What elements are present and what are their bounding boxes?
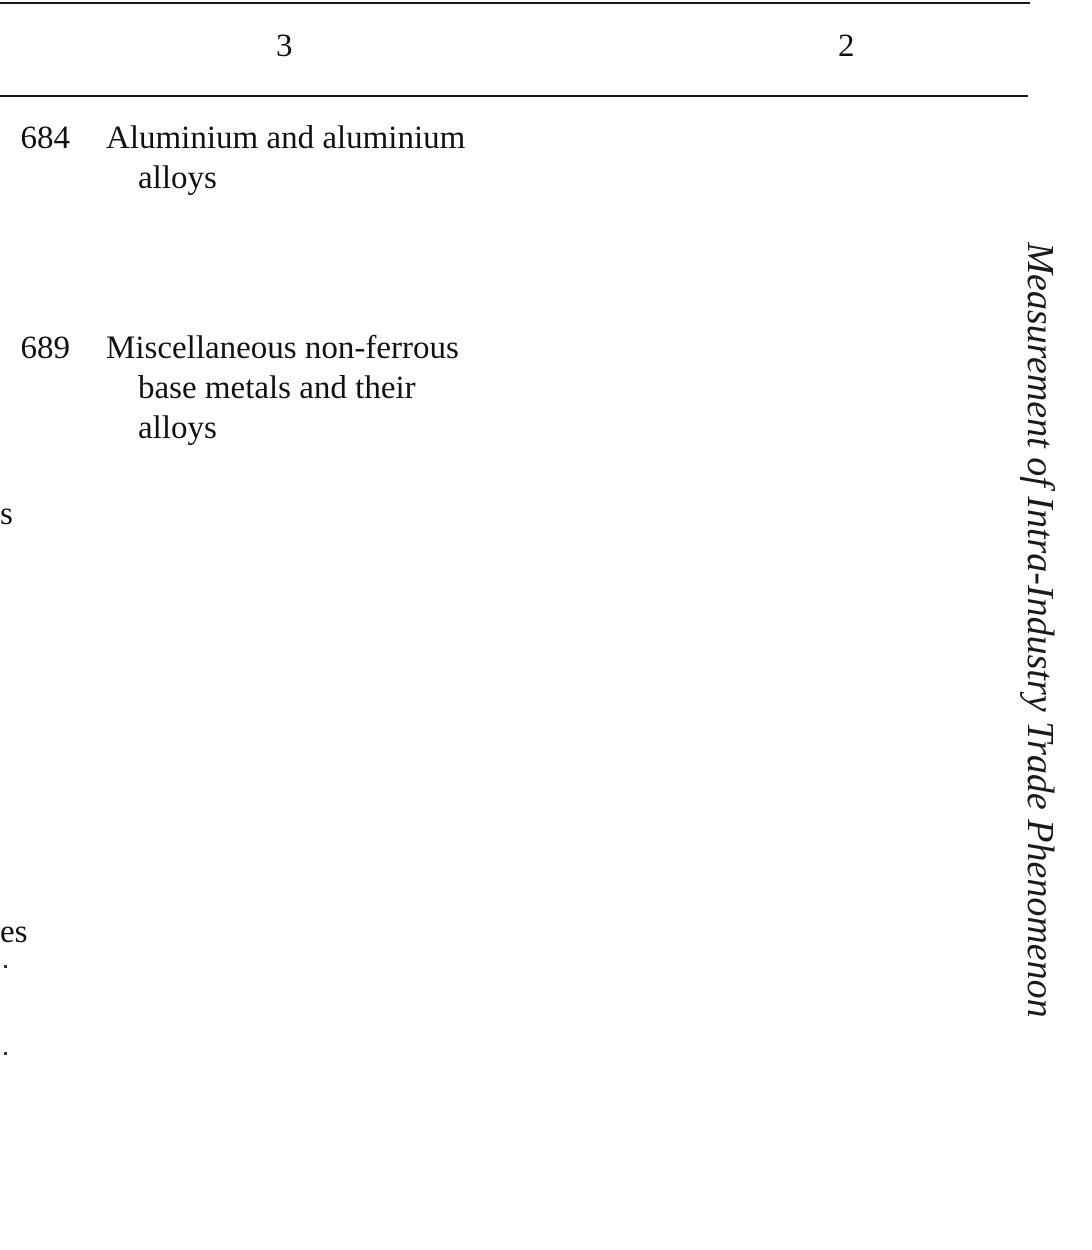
running-head: Measurement of Intra-Industry Trade Phenomenon bbox=[1019, 242, 1061, 1018]
cropped-punctuation bbox=[4, 965, 7, 968]
cropped-text-fragment: es bbox=[0, 914, 28, 950]
column-header-3: 3 bbox=[276, 28, 293, 64]
header-rule bbox=[0, 95, 1028, 97]
entry-code: 689 bbox=[20, 330, 70, 366]
entry-description: Miscellaneous non-ferrous base metals and their alloys bbox=[106, 330, 459, 446]
entry-code: 684 bbox=[20, 120, 70, 156]
entry-description: Aluminium and aluminium alloys bbox=[106, 120, 466, 196]
cropped-text-fragment: s bbox=[0, 496, 13, 532]
top-rule bbox=[0, 2, 1030, 4]
cropped-punctuation bbox=[4, 1052, 7, 1055]
column-header-2: 2 bbox=[838, 28, 855, 64]
